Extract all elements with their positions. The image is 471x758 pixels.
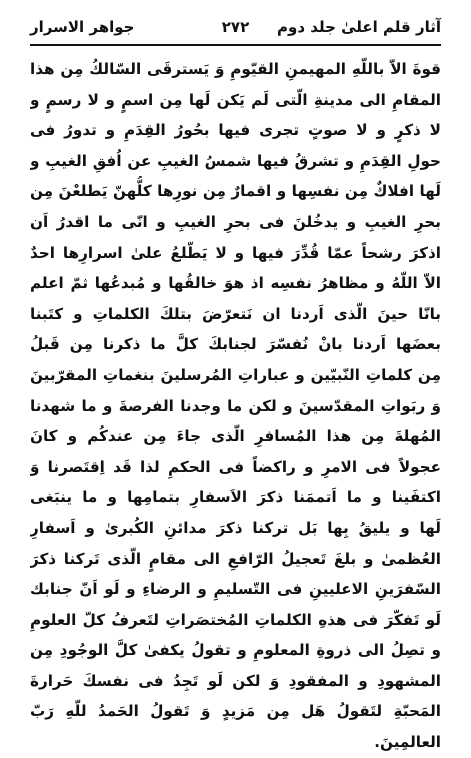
text-line: السّفرَينِ الاعليينِ فی التّسليمِ و الرضاءِ و لَو اَنّ جنابك xyxy=(30,580,441,599)
text-line: العُظمیٰ و بلغَ تَعجيلُ الرّافعِ الی مقامٍ الّذی تَركنا ذكرَ xyxy=(30,549,441,568)
text-line: بحرِ الغيبِ و يدخُلنَ فی بحرِ الغيبِ و انّی ما اقدرُ اَن xyxy=(30,212,441,231)
text-line: لَها و يليقُ بِها بَل تركنا ذكرَ مدائنِ الكُبریٰ و اَسفارِ xyxy=(30,518,441,537)
text-line: لَها افلاكٌ مِن نفسِها و اقمارٌ مِن نورِها كلُّهنّ يَطلعْنَ مِن xyxy=(30,182,441,201)
text-line: اكتفَينا و ما اَتممَنا ذكرَ الاَسفارِ بتمامِها و ما ينبَغی xyxy=(30,488,441,507)
text-line: اذكرَ رشحاً عمّا قُدِّرَ فيها و لا يَطّلعُ علیٰ اسرارِها احدٌ xyxy=(30,243,441,262)
page-number: ۲۷۲ xyxy=(221,18,250,36)
text-line: المَحبّةِ لتَقولُ هَل مِن مَزيدٍ وَ تَقولُ الحَمدُ للّهِ رَبّ xyxy=(30,702,441,721)
text-line: الاّ اللّهُ و مظاهرُ نفسِه اذ هوَ خالقُها و مُبدعُها ثمّ اعلم xyxy=(30,274,441,293)
text-line: وَ ربَواتِ المقدّسينَ و لكن ما وجدنا الفرصةَ و ما شهدنا xyxy=(30,396,441,415)
text-line: المُهلةَ مِن هذا المُسافرِ الّذی جاءَ مِن عندكُم و كانَ xyxy=(30,427,441,446)
book-title: آثار قلم اعلیٰ جلد دوم xyxy=(277,18,441,36)
text-line: المشهودِ و المفقودِ وَ لكن لَو تَجِدُ فی نفسكَ حَرارةَ xyxy=(30,671,441,690)
text-line: بعضَها اَردنا بانْ نُفسّرَ لجنابكَ كلَّ ما ذكرنا مِن قَبلُ xyxy=(30,335,441,354)
text-line: لَو تَفكّرَ فی هذهِ الكلماتِ المُختصَراتِ لتَعرفُ كلّ العلومِ xyxy=(30,610,441,629)
text-line: قوةَ الاّ باللّهِ المهيمنِ القيّومِ وَ يَسترقَى السّالكُ مِن هذا xyxy=(30,60,441,78)
text-line: العالمِينَ. xyxy=(374,733,441,752)
body-text xyxy=(30,54,441,758)
text-line: لا ذكرٍ و لا صوتٍ تجری فيها بحُورُ القِدَمِ و تدورُ فی xyxy=(30,121,441,140)
header-rule xyxy=(30,44,441,46)
running-header xyxy=(30,10,441,44)
text-line: مِن كلماتِ النّبيّين و عباراتِ المُرسلينَ بنغماتِ المقرّبينَ xyxy=(30,365,441,384)
section-title: جواهر الاسرار xyxy=(30,18,135,36)
text-line: حولِ القِدَمِ و تشرقُ فيها شمسُ الغيبِ عن اُفقِ الغيبِ و xyxy=(30,151,441,170)
text-line: المقامِ الی مدينةِ الّتی لَم يَكن لَها مِن اسمٍ و لا رسمٍ و xyxy=(30,90,441,109)
text-line: و تصِلُ الی ذروةِ المعلومِ و تقولُ يكفیٰ كلَّ الوجُودِ مِن xyxy=(30,641,441,660)
text-line: عجولاً فی الامرِ و راكضاً فی الحكمِ لذا قَد اِقتَصرنا وَ xyxy=(30,457,441,476)
text-line: بانّا حينَ الّذی اَردنا ان نَتعرّضَ بتلكَ الكلماتِ و كتَبنا xyxy=(30,304,441,323)
